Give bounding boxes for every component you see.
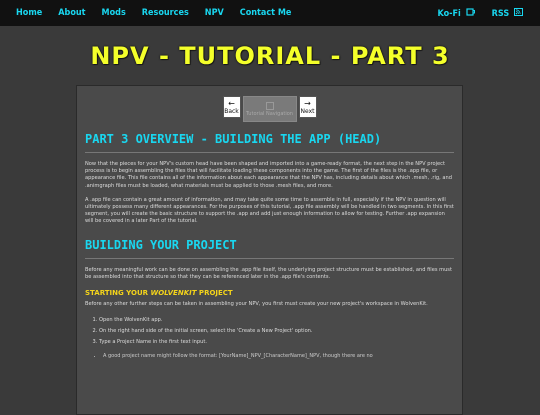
arrow-right-icon: → <box>304 98 311 108</box>
back-label: Back <box>224 107 239 115</box>
back-button[interactable] <box>223 96 241 118</box>
overview-paragraph-1: Now that the pieces for your NPV's custom head have been shaped and imported into a game-ready format, the next step in the NPV project process is to begin assembling the files that will facilitate loading these components into the game. The first of the files is the .app file, or appearance file. This file contains all of the information about each appearance that the NPV has, including details about which .mesh, .rig, and .animgraph files must be loaded, what materials must be applied to those .mesh files, and more. <box>85 161 452 189</box>
overview-paragraph-2: A .app file can contain a great amount of information, and may take quite some time to assemble in full, especially if the NPV in question will ultimately possess many different appearances. For the purposes of this tutorial, .app file assembly will be handled in two segments. In this first segment, you will create the basic structure to support the .app and add just enough information to allow for testing. Further .app expansion will be covered in a later Part of the tutorial. <box>85 196 454 225</box>
rss-label: RSS <box>491 8 510 19</box>
nav-resources-link[interactable]: Resources <box>141 8 189 18</box>
nav-links <box>8 8 299 18</box>
sub-steps-list <box>95 353 454 359</box>
section-heading-building: BUILDING YOUR PROJECT <box>85 237 237 252</box>
tutorial-navigation <box>85 96 454 122</box>
menu-icon <box>266 102 274 110</box>
content-panel <box>76 85 463 415</box>
nav-npv-link[interactable]: NPV <box>204 8 224 18</box>
steps-list <box>85 315 454 348</box>
divider <box>85 152 454 153</box>
rss-icon <box>514 8 524 16</box>
kofi-label: Ko-Fi <box>437 8 461 19</box>
nav-mods-link[interactable]: Mods <box>101 8 126 18</box>
list-item: 3. Type a Project Name in the first text input. <box>99 337 454 348</box>
subheading-prefix: STARTING YOUR <box>85 289 151 298</box>
list-item: 1. Open the WolvenKit app. <box>99 315 454 326</box>
nav-contact-link[interactable]: Contact Me <box>239 8 292 18</box>
nav-about-link[interactable]: About <box>58 8 86 18</box>
page-title: NPV - TUTORIAL - PART 3 <box>90 42 450 70</box>
subheading-suffix: PROJECT <box>196 289 233 298</box>
arrow-left-icon: ← <box>228 98 235 108</box>
section-heading-overview: PART 3 OVERVIEW - BUILDING THE APP (HEAD) <box>85 132 382 146</box>
tutorial-navigation-label: Tutorial Navigation <box>246 110 293 117</box>
subheading-wolvenkit: WOLVENKIT <box>150 289 197 298</box>
divider <box>85 258 454 259</box>
nav-right <box>429 8 532 19</box>
nav-home-link[interactable]: Home <box>16 8 43 18</box>
coffee-cup-icon <box>466 8 476 16</box>
list-item: 2. On the right hand side of the initial screen, select the 'Create a New Project' option. <box>99 326 454 337</box>
subheading-starting-project <box>85 289 454 297</box>
list-item: • A good project name might follow the format: [YourName]_NPV_[CharacterName]_NPV, though there are no <box>103 353 454 359</box>
next-label: Next <box>300 107 315 115</box>
next-button[interactable] <box>299 96 317 118</box>
rss-link[interactable] <box>484 8 532 19</box>
top-navigation <box>0 0 540 26</box>
tutorial-navigation-menu[interactable] <box>243 96 297 122</box>
building-paragraph-1: Before any meaningful work can be done on assembling the .app file itself, the underlying project structure must be established, and files must be assembled into that structure so that they can be referenced later in the .app file's contents. <box>85 266 452 280</box>
kofi-link[interactable] <box>429 8 483 19</box>
starting-paragraph: Before any other further steps can be taken in assembling your NPV, you first must create your new project's workspace in WolvenKit. <box>85 301 428 308</box>
